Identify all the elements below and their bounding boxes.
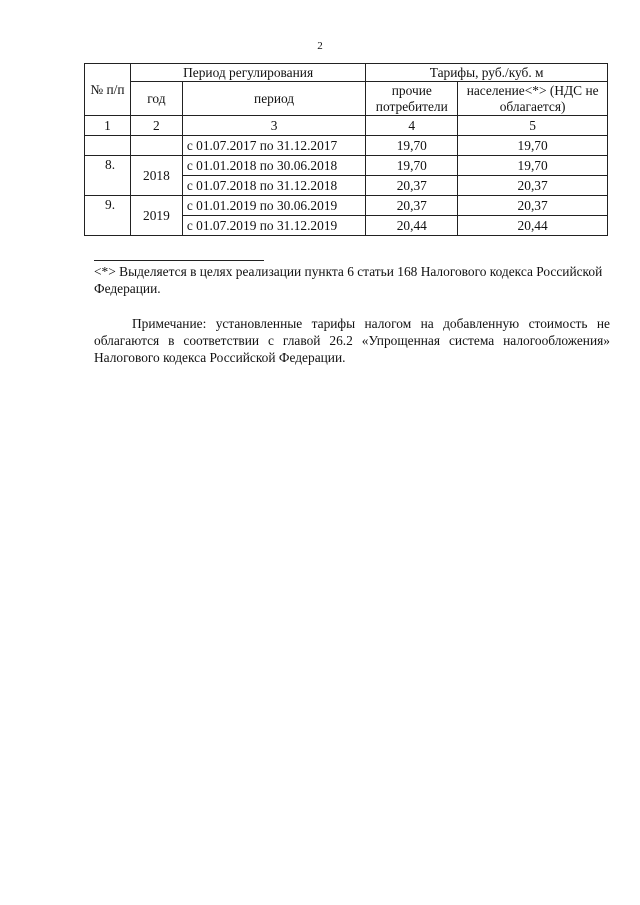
year-cell (130, 136, 182, 156)
year-cell: 2018 (130, 156, 182, 196)
table-row (85, 136, 608, 156)
header-tariffs-group: Тарифы, руб./куб. м (366, 64, 608, 82)
population-tariff-cell: 19,70 (458, 136, 608, 156)
header-period: период (182, 82, 365, 116)
header-year: год (130, 82, 182, 116)
page-number: 2 (317, 40, 323, 52)
note-paragraph: Примечание: установленные тарифы налогом на добавленную стоимость не облагаются в соответствии с главой 26.2 «Упрощенная система налогообложения» Налогового кодекса Российской Федерации. (94, 316, 610, 365)
population-tariff-cell: 20,44 (458, 216, 608, 236)
population-tariff-cell: 20,37 (458, 176, 608, 196)
header-row-number: № п/п (85, 64, 131, 116)
tariff-table (84, 63, 608, 236)
column-number: 3 (182, 116, 365, 136)
table-row (85, 196, 608, 216)
column-number: 4 (366, 116, 458, 136)
footnote-divider (94, 260, 264, 261)
table-row (85, 156, 608, 176)
footnote-text: <*> Выделяется в целях реализации пункта 6 статьи 168 Налогового кодекса Российской Федерации. (94, 264, 603, 296)
other-tariff-cell: 20,37 (366, 196, 458, 216)
header-population: население<*> (НДС не облагается) (458, 82, 608, 116)
column-number: 1 (85, 116, 131, 136)
period-cell: с 01.07.2018 по 31.12.2018 (182, 176, 365, 196)
column-number: 5 (458, 116, 608, 136)
population-tariff-cell: 20,37 (458, 196, 608, 216)
year-cell: 2019 (130, 196, 182, 236)
row-number-cell: 8. (85, 156, 131, 196)
column-number-row (85, 116, 608, 136)
row-number-cell (85, 136, 131, 156)
period-cell: с 01.07.2017 по 31.12.2017 (182, 136, 365, 156)
other-tariff-cell: 19,70 (366, 136, 458, 156)
row-number-cell: 9. (85, 196, 131, 236)
header-period-group: Период регулирования (130, 64, 365, 82)
column-number: 2 (130, 116, 182, 136)
period-cell: с 01.01.2018 по 30.06.2018 (182, 156, 365, 176)
other-tariff-cell: 19,70 (366, 156, 458, 176)
header-other-consumers: прочие потребители (366, 82, 458, 116)
population-tariff-cell: 19,70 (458, 156, 608, 176)
period-cell: с 01.01.2019 по 30.06.2019 (182, 196, 365, 216)
period-cell: с 01.07.2019 по 31.12.2019 (182, 216, 365, 236)
other-tariff-cell: 20,37 (366, 176, 458, 196)
other-tariff-cell: 20,44 (366, 216, 458, 236)
